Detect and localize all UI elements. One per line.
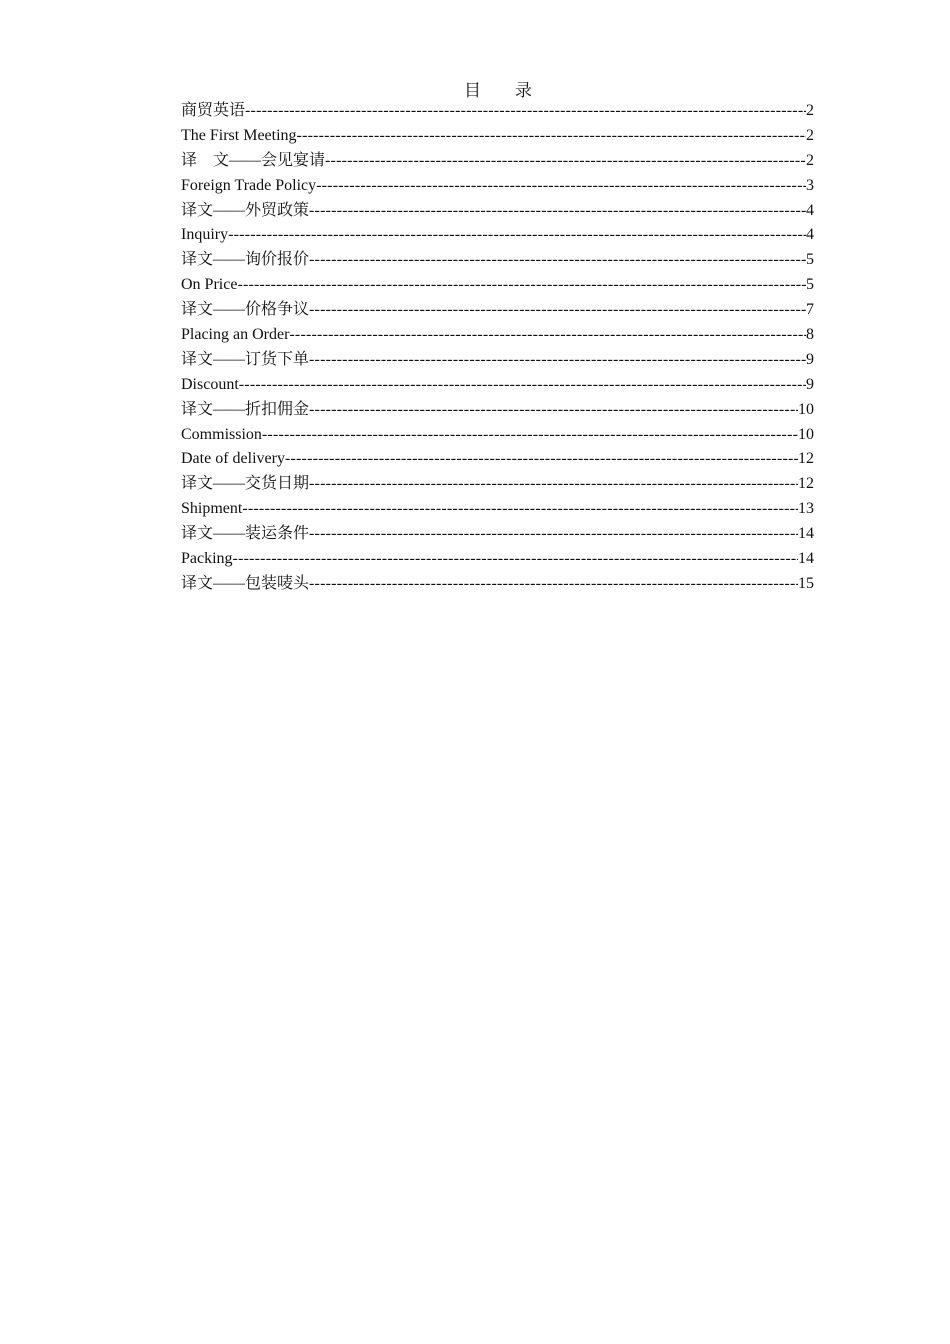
toc-entry[interactable]: [181, 522, 814, 547]
toc-entry-page-number: 14: [798, 550, 814, 568]
toc-entry-label: 译文——价格争议: [181, 301, 310, 319]
toc-dot-leader: [309, 522, 798, 547]
toc-entry[interactable]: [181, 149, 814, 174]
toc-entry[interactable]: [181, 248, 814, 273]
toc-dot-leader: [237, 273, 806, 298]
toc-entry[interactable]: [181, 547, 814, 572]
toc-dot-leader: [309, 298, 806, 323]
toc-entry-page-number: 9: [806, 350, 814, 368]
toc-dot-leader: [262, 423, 798, 448]
toc-dot-leader: [285, 447, 798, 472]
toc-entry-label: 译文——外贸政策: [181, 201, 310, 219]
toc-dot-leader: [297, 124, 806, 149]
toc-dot-leader: [233, 547, 798, 572]
toc-dot-leader: [228, 223, 806, 248]
toc-entry-label: Date of delivery: [181, 450, 285, 468]
toc-entry-label: Shipment: [181, 500, 243, 518]
toc-entry-label: Inquiry: [181, 226, 229, 244]
toc-entry[interactable]: [181, 273, 814, 298]
toc-entry[interactable]: [181, 99, 814, 124]
toc-dot-leader: [309, 398, 798, 423]
toc-entry[interactable]: [181, 373, 814, 398]
toc-dot-leader: [289, 323, 806, 348]
toc-entry-label: Discount: [181, 375, 239, 393]
toc-list: [181, 99, 814, 597]
toc-dot-leader: [242, 497, 798, 522]
toc-entry-page-number: 2: [806, 102, 814, 119]
toc-entry[interactable]: [181, 223, 814, 248]
toc-entry-label: 译文——包装唛头: [181, 574, 310, 592]
toc-dot-leader: [239, 373, 806, 398]
toc-dot-leader: [316, 174, 806, 199]
toc-entry-label: Commission: [181, 425, 262, 443]
toc-entry[interactable]: [181, 398, 814, 423]
toc-entry-page-number: 4: [806, 201, 814, 219]
toc-entry[interactable]: [181, 124, 814, 149]
toc-entry-label: The First Meeting: [181, 126, 297, 144]
toc-entry[interactable]: [181, 423, 814, 448]
toc-entry-page-number: 2: [806, 126, 814, 144]
toc-entry[interactable]: [181, 348, 814, 373]
toc-entry[interactable]: [181, 174, 814, 199]
toc-entry[interactable]: [181, 298, 814, 323]
toc-entry[interactable]: [181, 447, 814, 472]
toc-entry-page-number: 2: [806, 151, 814, 169]
toc-entry-label: Placing an Order: [181, 326, 290, 344]
toc-entry-label: 译 文——会见宴请: [181, 151, 326, 169]
toc-dot-leader: [325, 149, 806, 174]
toc-dot-leader: [245, 99, 806, 124]
toc-entry-page-number: 9: [806, 375, 814, 393]
toc-entry-label: 译文——装运条件: [181, 525, 310, 543]
toc-entry[interactable]: [181, 572, 814, 597]
toc-entry-page-number: 5: [806, 276, 814, 294]
toc-entry-label: 译文——折扣佣金: [181, 400, 310, 418]
toc-entry-page-number: 14: [798, 525, 814, 543]
toc-entry-label: 商贸英语: [181, 102, 246, 119]
toc-entry-label: 译文——询价报价: [181, 251, 310, 269]
toc-dot-leader: [309, 348, 806, 373]
toc-dot-leader: [309, 199, 806, 224]
toc-entry-label: 译文——订货下单: [181, 350, 310, 368]
toc-dot-leader: [309, 248, 806, 273]
toc-dot-leader: [309, 572, 798, 597]
toc-entry-page-number: 8: [806, 326, 814, 344]
toc-entry[interactable]: [181, 497, 814, 522]
toc-entry-page-number: 4: [806, 226, 814, 244]
toc-entry-page-number: 7: [806, 301, 814, 319]
toc-entry-page-number: 10: [798, 400, 814, 418]
toc-entry-label: Packing: [181, 550, 233, 568]
toc-entry-page-number: 13: [798, 500, 814, 518]
toc-entry[interactable]: [181, 472, 814, 497]
toc-entry-page-number: 5: [806, 251, 814, 269]
toc-entry-page-number: 10: [798, 425, 814, 443]
toc-entry-page-number: 12: [798, 475, 814, 493]
toc-title: 目 录: [464, 81, 532, 100]
toc-entry-page-number: 12: [798, 450, 814, 468]
toc-entry-page-number: 15: [798, 574, 814, 592]
toc-dot-leader: [309, 472, 798, 497]
toc-entry-label: 译文——交货日期: [181, 475, 310, 493]
toc-entry-label: On Price: [181, 276, 238, 294]
toc-entry[interactable]: [181, 199, 814, 224]
toc-entry-page-number: 3: [806, 176, 814, 194]
toc-entry-label: Foreign Trade Policy: [181, 176, 317, 194]
toc-entry[interactable]: [181, 323, 814, 348]
